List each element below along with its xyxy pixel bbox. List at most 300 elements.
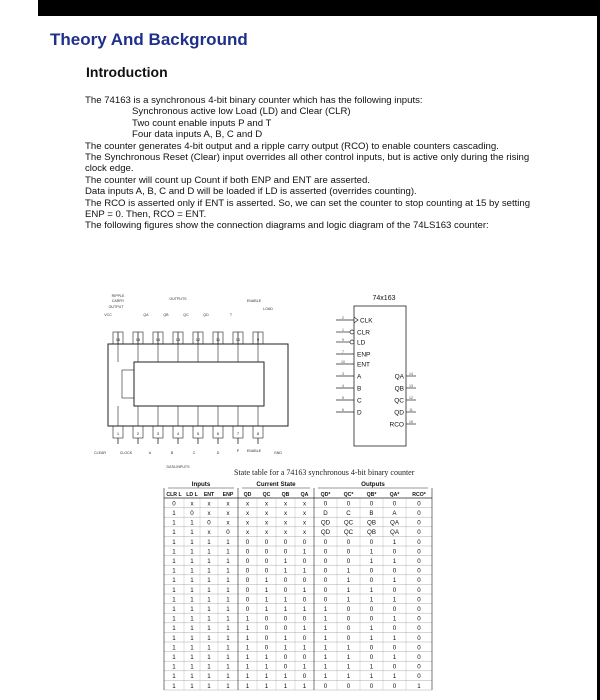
table-row (172, 616, 421, 623)
pinout-bottom-pins (113, 370, 263, 444)
section-title: Introduction (86, 64, 168, 80)
table-cell: 1 (245, 673, 250, 681)
table-cell: 0 (417, 586, 421, 594)
table-cell: 0 (417, 577, 421, 585)
table-cell: QB (367, 529, 376, 537)
table-cell: 1 (392, 577, 397, 585)
table-cell: 1 (172, 548, 176, 556)
table-cell: 1 (323, 634, 328, 642)
table-row (172, 520, 421, 527)
table-cell: x (283, 500, 288, 508)
table-cell: 1 (172, 682, 176, 690)
table-cell: 1 (172, 558, 176, 565)
table-cell: 0 (417, 548, 421, 556)
table-cell: x (283, 519, 288, 527)
table-cell: 0 (283, 538, 288, 546)
table-cell: 1 (392, 615, 397, 623)
table-cell: 0 (346, 615, 351, 623)
table-cell: 1 (207, 567, 211, 575)
table-cell: 1 (190, 654, 194, 661)
table-cell: 0 (245, 538, 250, 546)
logic-input-label: LD (357, 339, 366, 347)
table-cell: 1 (190, 567, 194, 575)
state-table-column-header: CLR L (166, 492, 182, 498)
table-cell: 1 (245, 615, 250, 623)
table-cell: 0 (283, 548, 288, 556)
table-cell: 0 (302, 615, 307, 623)
table-cell: 1 (302, 606, 307, 613)
logic-input-label: CLK (360, 317, 373, 325)
table-cell: 0 (245, 586, 250, 594)
table-cell: 1 (172, 625, 176, 633)
table-cell: x (302, 519, 307, 527)
table-cell: 1 (226, 548, 230, 556)
table-cell: 1 (172, 567, 176, 575)
table-row (172, 596, 421, 603)
table-cell: QA (390, 529, 399, 537)
table-cell: 1 (283, 682, 288, 690)
table-cell: 0 (392, 606, 397, 613)
table-cell: x (226, 510, 230, 517)
table-cell: x (283, 529, 288, 537)
table-cell: 1 (207, 606, 211, 613)
table-row (172, 558, 421, 565)
table-cell: 0 (302, 538, 307, 546)
table-row (172, 606, 421, 613)
table-cell: 1 (346, 596, 351, 604)
inversion-bubble (350, 330, 354, 334)
pin-label: ENABLE (246, 449, 262, 453)
logic-pin-number: 4 (342, 383, 344, 388)
state-table-caption: State table for a 74163 synchronous 4-bit binary counter (234, 468, 415, 477)
chip-inner-block (134, 362, 264, 406)
table-cell: 0 (323, 558, 328, 565)
table-cell: 1 (369, 634, 374, 642)
table-cell: 0 (264, 567, 269, 575)
paragraph-line: The 74163 is a synchronous 4-bit binary counter which has the following inputs: (85, 95, 423, 106)
pin-label: T (229, 313, 233, 317)
logic-pin-number: 9 (342, 337, 344, 342)
table-cell: 0 (392, 500, 397, 508)
table-cell: 1 (172, 510, 176, 517)
pin-label: B (170, 451, 174, 455)
document-page (38, 16, 597, 700)
table-cell: 1 (172, 673, 176, 681)
table-cell: B (369, 510, 374, 517)
pin-number: 1 (116, 431, 120, 436)
table-cell: 0 (323, 567, 328, 575)
table-cell: 1 (190, 644, 194, 652)
table-cell: 0 (264, 615, 269, 623)
table-cell: 1 (346, 663, 351, 671)
table-row (172, 568, 421, 575)
table-cell: 0 (323, 596, 328, 604)
table-cell: 1 (226, 586, 230, 594)
table-cell: 0 (245, 606, 250, 613)
table-cell: 1 (302, 625, 307, 633)
pin-label: QC (183, 313, 189, 317)
logic-pin-number: 15 (409, 419, 413, 424)
table-cell: 1 (392, 654, 397, 661)
table-row (172, 635, 421, 642)
table-cell: 1 (207, 663, 211, 671)
table-cell: 1 (207, 577, 211, 585)
table-cell: 1 (323, 663, 328, 671)
pin-label: OUTPUTS (169, 297, 187, 301)
table-cell: 1 (226, 634, 230, 642)
table-cell: 1 (172, 654, 176, 661)
pin-number: 9 (256, 337, 260, 342)
table-cell: 0 (417, 529, 421, 537)
table-row (172, 673, 421, 680)
table-cell: 0 (245, 558, 250, 565)
logic-pin-number: 12 (409, 395, 413, 400)
pin-number: 12 (195, 337, 201, 342)
pin-number: 2 (136, 431, 140, 436)
pin-number: 8 (256, 431, 260, 436)
table-cell: x (302, 500, 307, 508)
table-cell: 1 (226, 538, 230, 546)
table-cell: 1 (302, 644, 307, 652)
table-cell: 0 (417, 644, 421, 652)
pin-number: 11 (215, 337, 221, 342)
page-title: Theory And Background (50, 30, 248, 49)
table-cell: 1 (207, 625, 211, 633)
logic-input-label: CLR (357, 329, 371, 337)
logic-pin-number: 6 (342, 407, 344, 412)
table-cell: x (245, 500, 250, 508)
table-cell: 1 (190, 625, 194, 633)
table-cell: 1 (190, 682, 194, 690)
table-cell: 1 (226, 596, 230, 604)
table-cell: 1 (207, 634, 211, 642)
pinout-top-labels (104, 294, 273, 317)
table-cell: 1 (346, 586, 351, 594)
pin-label: C (192, 451, 196, 455)
table-cell: 1 (172, 615, 176, 623)
table-cell: 1 (369, 548, 374, 556)
table-cell: x (302, 510, 307, 517)
table-cell: 0 (283, 654, 288, 661)
table-cell: 1 (226, 673, 230, 681)
paragraph-line: The RCO is asserted only if ENT is asserted. So, we can set the counter to stop counting at 15 by setting ENP = 0. Then, RCO = ENT. (85, 197, 531, 221)
table-row (172, 577, 421, 584)
table-cell: 0 (417, 538, 421, 546)
table-cell: 1 (172, 663, 176, 671)
logic-symbol-title: 74x163 (372, 295, 396, 302)
table-cell: 0 (245, 548, 250, 556)
table-cell: 0 (323, 500, 328, 508)
pin-label: A (148, 451, 152, 455)
pin-label: RIPPLE (111, 294, 125, 298)
logic-output-label: QA (394, 373, 404, 381)
paragraph-line: Synchronous active low Load (LD) and Clear (CLR) (132, 106, 351, 118)
pin-number: 16 (115, 337, 121, 342)
table-row (172, 500, 421, 507)
table-cell: 1 (245, 625, 250, 633)
table-cell: 1 (190, 538, 194, 546)
table-cell: 0 (369, 615, 374, 623)
pin-number: 6 (216, 431, 220, 436)
table-cell: 1 (245, 682, 250, 690)
table-cell: 1 (323, 625, 328, 633)
table-cell: 0 (392, 644, 397, 652)
table-cell: x (245, 510, 250, 517)
table-cell: 1 (245, 663, 250, 671)
table-cell: 1 (392, 634, 397, 642)
state-table-column-header: QC (262, 492, 271, 498)
table-cell: 1 (369, 625, 374, 633)
logic-input-label: C (357, 397, 362, 405)
table-cell: 1 (226, 625, 230, 633)
pin-label: CLOCK (119, 451, 133, 455)
table-cell: 1 (283, 558, 288, 565)
table-cell: QB (367, 519, 376, 527)
table-cell: x (302, 529, 307, 537)
table-row (172, 625, 421, 632)
state-table-column-header: QA (300, 492, 309, 498)
table-cell: 1 (264, 577, 269, 585)
pin-number: 10 (235, 337, 241, 342)
table-cell: 0 (417, 558, 421, 565)
table-cell: 1 (190, 615, 194, 623)
table-cell: 1 (245, 634, 250, 642)
clock-triangle (354, 317, 358, 323)
table-cell: 0 (245, 596, 250, 604)
table-cell: 1 (172, 606, 176, 613)
table-cell: 1 (190, 577, 194, 585)
table-cell: 1 (392, 673, 397, 681)
table-cell: 1 (283, 596, 288, 604)
table-cell: 1 (226, 663, 230, 671)
table-cell: 1 (283, 606, 288, 613)
logic-input-label: A (357, 373, 362, 381)
table-cell: 1 (417, 682, 421, 690)
pin-number: 15 (135, 337, 141, 342)
logic-output-label: QD (394, 409, 404, 417)
state-table-column-header: ENT (203, 492, 215, 498)
pin-label: CARRY (111, 299, 125, 303)
table-cell: 0 (302, 673, 307, 681)
state-table-column-header: QA* (389, 492, 400, 498)
pin-number: 4 (176, 431, 180, 436)
table-cell: 1 (207, 644, 211, 652)
table-row (172, 539, 421, 546)
paragraph-line: Two count enable inputs P and T (132, 117, 272, 129)
table-cell: 1 (369, 558, 374, 565)
pin-label: VCC (104, 313, 112, 317)
paragraph-line: The following figures show the connection diagrams and logic diagram of the 74LS163 counter: (85, 220, 489, 232)
table-cell: 0 (417, 567, 421, 575)
table-cell: 0 (417, 654, 421, 661)
logic-pin-number: 13 (409, 383, 413, 388)
table-cell: 1 (346, 577, 351, 585)
table-cell: 1 (172, 519, 176, 527)
table-cell: 0 (392, 663, 397, 671)
table-cell: 0 (346, 538, 351, 546)
table-cell: 1 (369, 596, 374, 604)
table-cell: 1 (190, 634, 194, 642)
table-cell: 1 (226, 577, 230, 585)
table-cell: 1 (392, 558, 397, 565)
table-cell: 0 (264, 548, 269, 556)
table-cell: 0 (417, 634, 421, 642)
paragraph-line: The counter generates 4-bit output and a ripple carry output (RCO) to enable counters cascading. (85, 140, 499, 152)
table-row (172, 587, 421, 594)
table-cell: 1 (369, 663, 374, 671)
logic-pin-number: 2 (342, 315, 344, 320)
table-cell: 1 (245, 654, 250, 661)
table-cell: 0 (392, 548, 397, 556)
logic-pin-number: 5 (342, 395, 344, 400)
table-cell: C (346, 510, 351, 517)
table-cell: 0 (264, 625, 269, 633)
table-cell: 1 (323, 654, 328, 661)
logic-input-label: ENT (357, 361, 370, 369)
table-cell: 0 (302, 558, 307, 565)
data-inputs-label: DATA INPUTS (166, 465, 190, 469)
table-cell: D (323, 510, 328, 517)
table-cell: 1 (190, 606, 194, 613)
pin-label: ENABLE (246, 299, 262, 303)
table-cell: 0 (346, 634, 351, 642)
table-cell: 0 (417, 615, 421, 623)
inversion-bubble (350, 340, 354, 344)
table-cell: 0 (346, 606, 351, 613)
table-cell: x (226, 519, 230, 527)
state-table (162, 478, 512, 700)
table-cell: 1 (392, 538, 397, 546)
table-cell: 1 (172, 634, 176, 642)
pin-label: LOAD (263, 307, 273, 311)
table-cell: x (264, 500, 269, 508)
state-table-column-header: QB* (366, 492, 377, 498)
table-cell: 1 (172, 538, 176, 546)
table-cell: 1 (207, 558, 211, 565)
table-cell: x (245, 519, 250, 527)
table-row (172, 664, 421, 671)
table-cell: 0 (283, 586, 288, 594)
table-row (172, 644, 421, 651)
table-cell: 0 (302, 577, 307, 585)
table-cell: 1 (323, 615, 328, 623)
table-cell: 0 (302, 596, 307, 604)
table-row (172, 654, 421, 661)
table-cell: 0 (283, 663, 288, 671)
table-cell: 1 (207, 596, 211, 604)
logic-pin-number: 11 (409, 407, 413, 412)
table-cell: 1 (264, 682, 269, 690)
pin-label: QD (203, 313, 209, 317)
table-cell: 1 (392, 596, 397, 604)
table-cell: 1 (283, 634, 288, 642)
state-table-column-header: LD L (186, 492, 198, 498)
paragraph-line: The counter will count up Count if both ENP and ENT are asserted. (85, 174, 370, 186)
pin-number: 13 (175, 337, 181, 342)
pin-label: CLEAR (94, 451, 106, 455)
table-cell: 1 (226, 654, 230, 661)
table-cell: 1 (172, 644, 176, 652)
table-cell: QC (343, 529, 354, 537)
table-cell: 0 (302, 654, 307, 661)
logic-input-label: B (357, 385, 362, 393)
table-cell: 1 (190, 663, 194, 671)
left-margin (0, 0, 38, 700)
table-cell: QD (320, 529, 331, 537)
table-cell: 0 (245, 567, 250, 575)
table-cell: 0 (190, 510, 194, 517)
table-row (172, 529, 421, 536)
table-cell: 1 (190, 548, 194, 556)
table-cell: 1 (207, 615, 211, 623)
table-cell: 1 (264, 596, 269, 604)
table-cell: x (264, 519, 269, 527)
table-cell: 0 (417, 500, 421, 508)
table-cell: 0 (417, 606, 421, 613)
table-cell: 0 (323, 586, 328, 594)
table-cell: QC (343, 519, 354, 527)
intro-paragraph (85, 95, 547, 232)
table-cell: 0 (264, 634, 269, 642)
table-cell: 1 (190, 596, 194, 604)
table-cell: 1 (226, 644, 230, 652)
table-cell: 1 (302, 586, 307, 594)
logic-pin-number: 1 (342, 327, 344, 332)
table-cell: 0 (417, 596, 421, 604)
table-cell: x (190, 500, 194, 508)
table-cell: 0 (323, 548, 328, 556)
table-cell: 0 (323, 538, 328, 546)
table-cell: x (207, 510, 211, 517)
table-cell: 0 (369, 606, 374, 613)
table-cell: 1 (226, 558, 230, 565)
table-cell: 0 (369, 682, 374, 690)
pin-number: 3 (156, 431, 160, 436)
table-cell: 1 (302, 548, 307, 556)
logic-output-label: QC (394, 397, 404, 405)
table-cell: 0 (283, 625, 288, 633)
paragraph-line: Four data inputs A, B, C and D (132, 129, 263, 141)
table-cell: 1 (323, 673, 328, 681)
pin-label: QB (163, 313, 169, 317)
table-cell: 1 (226, 567, 230, 575)
logic-pin-number: 3 (342, 371, 344, 376)
table-cell: x (226, 500, 230, 508)
table-cell: 1 (245, 644, 250, 652)
table-cell: 1 (190, 558, 194, 565)
table-cell: 0 (207, 519, 211, 527)
table-cell: 0 (417, 519, 421, 527)
table-cell: 0 (264, 644, 269, 652)
table-cell: 1 (190, 519, 194, 527)
table-cell: 0 (172, 500, 176, 508)
table-cell: 1 (264, 663, 269, 671)
table-cell: 1 (207, 682, 211, 690)
state-table-column-header: QD* (320, 492, 331, 498)
table-cell: 1 (264, 606, 269, 613)
table-cell: 1 (207, 538, 211, 546)
logic-input-label: D (357, 409, 362, 417)
table-cell: 0 (392, 567, 397, 575)
logic-output-label: QB (394, 385, 404, 393)
table-cell: 0 (346, 548, 351, 556)
table-cell: 1 (190, 529, 194, 537)
table-cell: 1 (207, 548, 211, 556)
table-cell: x (264, 529, 269, 537)
table-cell: 0 (346, 625, 351, 633)
table-cell: 1 (346, 567, 351, 575)
table-cell: 0 (226, 529, 230, 537)
